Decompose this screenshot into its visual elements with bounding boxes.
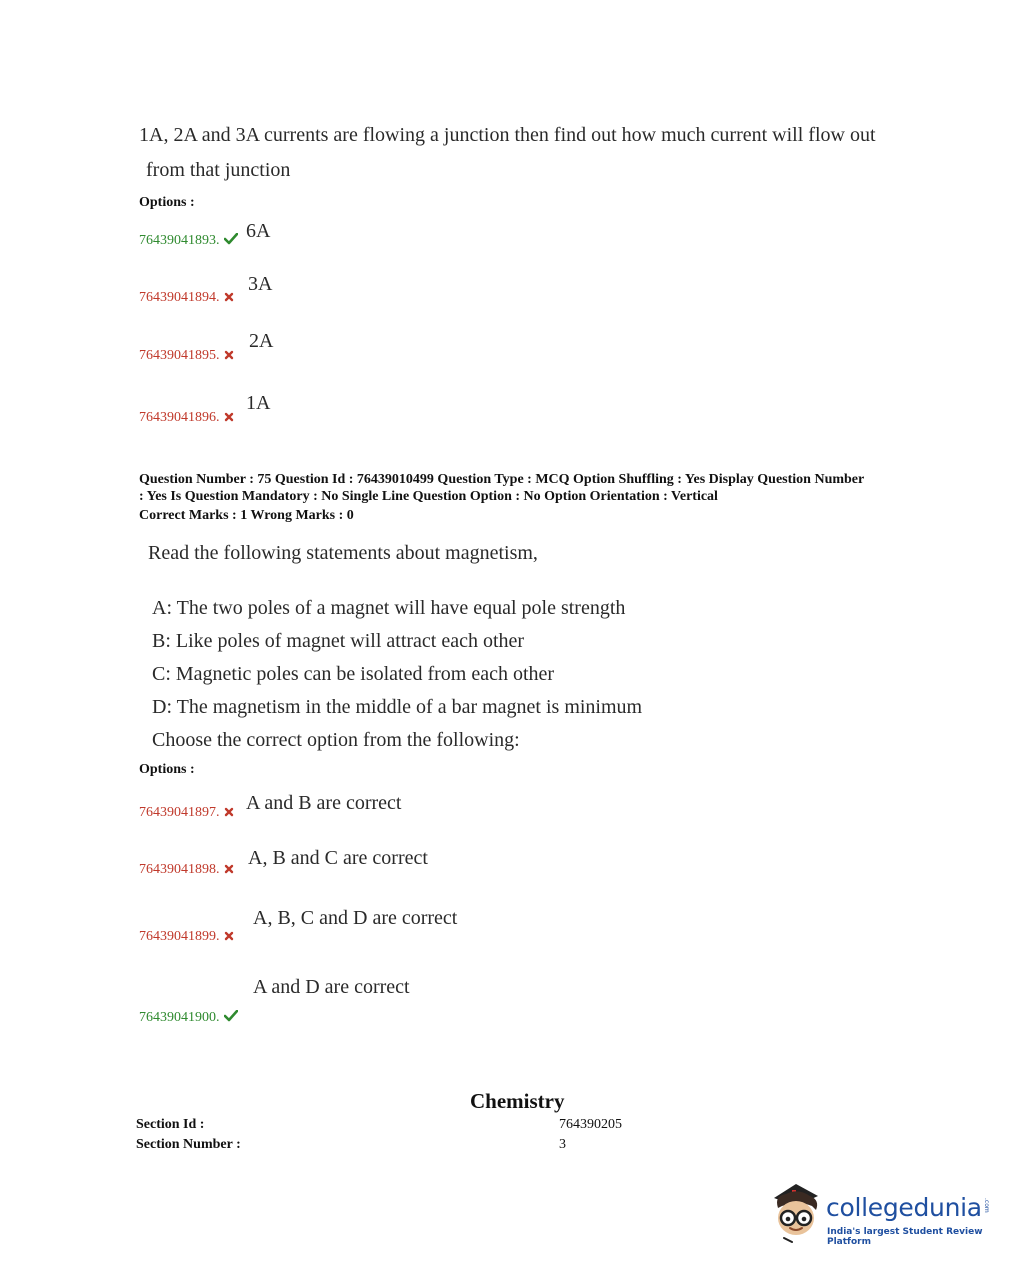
options-label: Options :: [139, 195, 195, 210]
cross-icon: [224, 410, 234, 426]
option-text: 3A: [248, 273, 273, 295]
question-meta-line1: Question Number : 75 Question Id : 76439010499 Question Type : MCQ Option Shuffling : Yes Display Question Number: [139, 472, 865, 487]
option-id: 76439041895.: [139, 348, 234, 364]
section-number-label: Section Number :: [136, 1137, 241, 1152]
section-id-label: Section Id :: [136, 1117, 205, 1132]
option-text: 1A: [246, 392, 271, 414]
option-text: A, B, C and D are correct: [253, 907, 458, 929]
question-75-instruction: Choose the correct option from the following:: [152, 729, 520, 751]
option-id: 76439041893.: [139, 233, 238, 249]
section-number-value: 3: [559, 1137, 566, 1152]
statement-d: D: The magnetism in the middle of a bar magnet is minimum: [152, 696, 643, 718]
logo-domain: .com: [983, 1198, 990, 1213]
statement-a: A: The two poles of a magnet will have equal pole strength: [152, 597, 626, 619]
section-title: Chemistry: [470, 1089, 565, 1113]
option-text: A and B are correct: [246, 792, 402, 814]
cross-icon: [224, 862, 234, 878]
option-text: A, B and C are correct: [248, 847, 428, 869]
option-text: A and D are correct: [253, 976, 410, 998]
question-74-text-line1: 1A, 2A and 3A currents are flowing a junction then find out how much current will flow out: [139, 124, 876, 146]
option-id: 76439041896.: [139, 410, 234, 426]
option-id: 76439041894.: [139, 290, 234, 306]
question-74-text-line2: from that junction: [146, 159, 291, 181]
check-icon: [224, 1010, 238, 1026]
option-text: 2A: [249, 330, 274, 352]
section-id-value: 764390205: [559, 1117, 622, 1132]
cross-icon: [224, 805, 234, 821]
options-label: Options :: [139, 762, 195, 777]
cross-icon: [224, 290, 234, 306]
option-id: 76439041899.: [139, 929, 234, 945]
option-id: 76439041897.: [139, 805, 234, 821]
cross-icon: [224, 929, 234, 945]
collegedunia-mascot-icon: [768, 1178, 826, 1244]
logo-wordmark: collegedunia: [826, 1193, 982, 1222]
cross-icon: [224, 348, 234, 364]
question-meta: [139, 471, 909, 505]
marks-line: Correct Marks : 1 Wrong Marks : 0: [139, 508, 354, 523]
option-text: 6A: [246, 220, 271, 242]
logo-tagline: India's largest Student Review Platform: [827, 1227, 983, 1247]
option-id: 76439041898.: [139, 862, 234, 878]
question-meta-line2: : Yes Is Question Mandatory : No Single Line Question Option : No Option Orientation : Vertical: [139, 489, 718, 504]
option-id: 76439041900.: [139, 1010, 238, 1026]
check-icon: [224, 233, 238, 249]
question-75-intro: Read the following statements about magnetism,: [148, 542, 538, 564]
statement-c: C: Magnetic poles can be isolated from each other: [152, 663, 555, 685]
statement-b: B: Like poles of magnet will attract each other: [152, 630, 525, 652]
